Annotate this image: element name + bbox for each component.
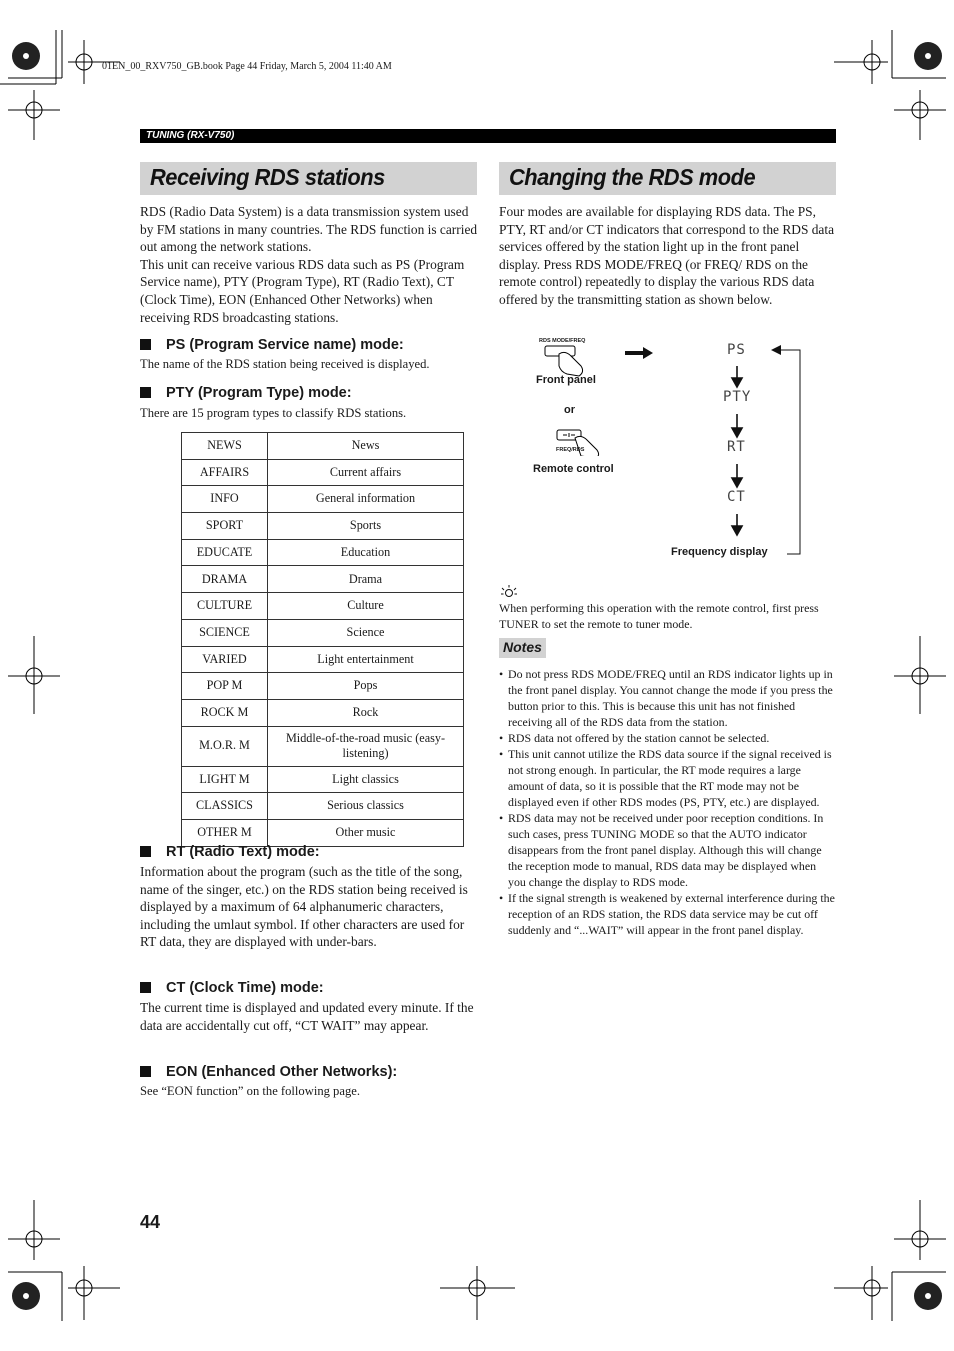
rt-heading	[140, 844, 320, 860]
note-item: • Do not press RDS MODE/FREQ until an RDS indicator lights up in the front panel display. You cannot change the mode if you press the button prior to this. This is because this unit has not finished receiving all of the RDS data from the station.	[499, 666, 836, 730]
pty-description-cell: Culture	[268, 593, 464, 620]
page-number: 44	[140, 1212, 161, 1232]
ct-heading-text: CT (Clock Time) mode:	[166, 980, 324, 996]
left-intro	[140, 203, 478, 326]
pty-description-cell: Light classics	[268, 766, 464, 793]
pty-code-cell: M.O.R. M	[182, 726, 268, 766]
ps-heading	[140, 337, 404, 353]
eon-heading-text: EON (Enhanced Other Networks):	[166, 1064, 398, 1080]
tip-text: When performing this operation with the remote control, first press TUNER to set the remote to tuner mode.	[499, 601, 819, 631]
remote-control-label: Remote control	[533, 463, 614, 475]
ct-heading	[140, 980, 324, 996]
bullet-square-icon	[140, 1066, 151, 1077]
pty-description-cell: Sports	[268, 513, 464, 540]
right-title-box	[499, 162, 836, 195]
pty-code-cell: OTHER M	[182, 819, 268, 846]
ct-text: The current time is displayed and updated every minute. If the data are accidentally cut off, “CT WAIT” may appear.	[140, 1000, 474, 1033]
mode-pty: PTY	[723, 389, 752, 405]
pty-description-cell: News	[268, 433, 464, 460]
pty-code-cell: VARIED	[182, 646, 268, 673]
file-header: 01EN_00_RXV750_GB.book Page 44 Friday, March 5, 2004 11:40 AM	[102, 61, 392, 72]
notes-label: Notes	[503, 639, 542, 655]
pty-table-row	[182, 513, 464, 540]
pty-text: There are 15 program types to classify RDS stations.	[140, 406, 407, 420]
pty-description-cell: Education	[268, 539, 464, 566]
pty-table-row	[182, 673, 464, 700]
pty-table-row	[182, 486, 464, 513]
front-panel-label: Front panel	[536, 374, 596, 386]
pty-code-cell: CLASSICS	[182, 793, 268, 820]
pty-table-row	[182, 459, 464, 486]
pty-code-cell: EDUCATE	[182, 539, 268, 566]
pty-code-cell: NEWS	[182, 433, 268, 460]
mode-ps: PS	[727, 342, 746, 358]
section-tag-bar	[140, 129, 836, 143]
left-title: Receiving RDS stations	[150, 164, 385, 190]
pty-table-row	[182, 646, 464, 673]
rt-heading-text: RT (Radio Text) mode:	[166, 844, 320, 860]
frequency-display-label: Frequency display	[671, 546, 768, 558]
mode-ct: CT	[727, 489, 746, 505]
pty-description-cell: Drama	[268, 566, 464, 593]
or-label: or	[564, 404, 575, 416]
pty-table	[181, 432, 464, 847]
pty-table-row	[182, 593, 464, 620]
pty-code-cell: AFFAIRS	[182, 459, 268, 486]
notes-label-box	[499, 638, 546, 658]
note-item: • This unit cannot utilize the RDS data source if the signal received is not strong enough. In particular, the RT mode requires a large amount of data, so it is possible that the RT mode may not be displayed even if other RDS modes (PS, PTY, etc.) are displayed.	[499, 746, 836, 810]
pty-code-cell: SPORT	[182, 513, 268, 540]
left-intro-para-2: This unit can receive various RDS data such as PS (Program Service name), PTY (Program Type), RT (Radio Text), CT (Clock Time), EON (Enhanced Other Networks) when receiving RDS broadcasting stations.	[140, 256, 465, 325]
bullet-square-icon	[140, 846, 151, 857]
rt-text: Information about the program (such as the title of the song, name of the singer, etc.) on the RDS station being received is displayed by a maximum of 64 alphanumeric characters, including the umlaut symbol. If other characters are used for RT data, they are displayed with under-bars.	[140, 864, 468, 950]
pty-table-row	[182, 793, 464, 820]
pty-description-cell: Rock	[268, 699, 464, 726]
pty-table-row	[182, 819, 464, 846]
left-intro-para-1: RDS (Radio Data System) is a data transmission system used by FM stations in many countries. The RDS function is carried out among the network stations.	[140, 204, 478, 255]
pty-table-row	[182, 433, 464, 460]
pty-code-cell: CULTURE	[182, 593, 268, 620]
front-button-label: RDS MODE/FREQ	[539, 338, 586, 344]
pty-description-cell: General information	[268, 486, 464, 513]
pty-table-row	[182, 539, 464, 566]
right-title: Changing the RDS mode	[509, 164, 756, 190]
ps-text: The name of the RDS station being received is displayed.	[140, 357, 430, 371]
eon-text: See “EON function” on the following page.	[140, 1084, 360, 1098]
pty-code-cell: SCIENCE	[182, 619, 268, 646]
notes-list	[499, 666, 836, 938]
pty-code-cell: INFO	[182, 486, 268, 513]
pty-description-cell: Other music	[268, 819, 464, 846]
pty-code-cell: LIGHT M	[182, 766, 268, 793]
pty-table-row	[182, 766, 464, 793]
pty-description-cell: Serious classics	[268, 793, 464, 820]
mode-rt: RT	[727, 439, 746, 455]
eon-heading	[140, 1064, 397, 1080]
pty-description-cell: Science	[268, 619, 464, 646]
note-item: • RDS data not offered by the station cannot be selected.	[499, 730, 836, 746]
pty-code-cell: ROCK M	[182, 699, 268, 726]
rds-mode-diagram	[499, 336, 836, 566]
pty-code-cell: POP M	[182, 673, 268, 700]
pty-table-row	[182, 619, 464, 646]
pty-heading-text: PTY (Program Type) mode:	[166, 385, 352, 401]
ps-heading-text: PS (Program Service name) mode:	[166, 337, 404, 353]
pty-description-cell: Pops	[268, 673, 464, 700]
pty-description-cell: Middle-of-the-road music (easy-listening)	[268, 726, 464, 766]
left-title-box	[140, 162, 477, 195]
remote-button-label: FREQ/RDS	[556, 447, 585, 453]
pty-table-row	[182, 566, 464, 593]
bullet-square-icon	[140, 387, 151, 398]
tip-lightbulb-icon	[500, 584, 518, 600]
pty-heading	[140, 385, 352, 401]
bullet-square-icon	[140, 982, 151, 993]
bullet-square-icon	[140, 339, 151, 350]
pty-code-cell: DRAMA	[182, 566, 268, 593]
note-item: • RDS data may not be received under poor reception conditions. In such cases, press TUNING MODE so that the AUTO indicator disappears from the front panel display. Although this will change the reception mode to manual, RDS data may be displayed when you change the display to RDS mode.	[499, 810, 836, 890]
right-intro: Four modes are available for displaying RDS data. The PS, PTY, RT and/or CT indicators that correspond to the RDS data services offered by the station light up in the front panel display. Press RDS MODE/FREQ (or FREQ/ RDS on the remote control) repeatedly to display the various RDS data offered by the transmitting station as shown below.	[499, 204, 835, 307]
pty-table-row	[182, 699, 464, 726]
mode-flow-arrows	[499, 336, 836, 566]
pty-description-cell: Light entertainment	[268, 646, 464, 673]
section-tag: TUNING (RX-V750)	[146, 130, 235, 141]
pty-description-cell: Current affairs	[268, 459, 464, 486]
note-item: • If the signal strength is weakened by external interference during the reception of an RDS station, the RDS data service may be cut off suddenly and “...WAIT” will appear in the front panel display.	[499, 890, 836, 938]
pty-table-row	[182, 726, 464, 766]
